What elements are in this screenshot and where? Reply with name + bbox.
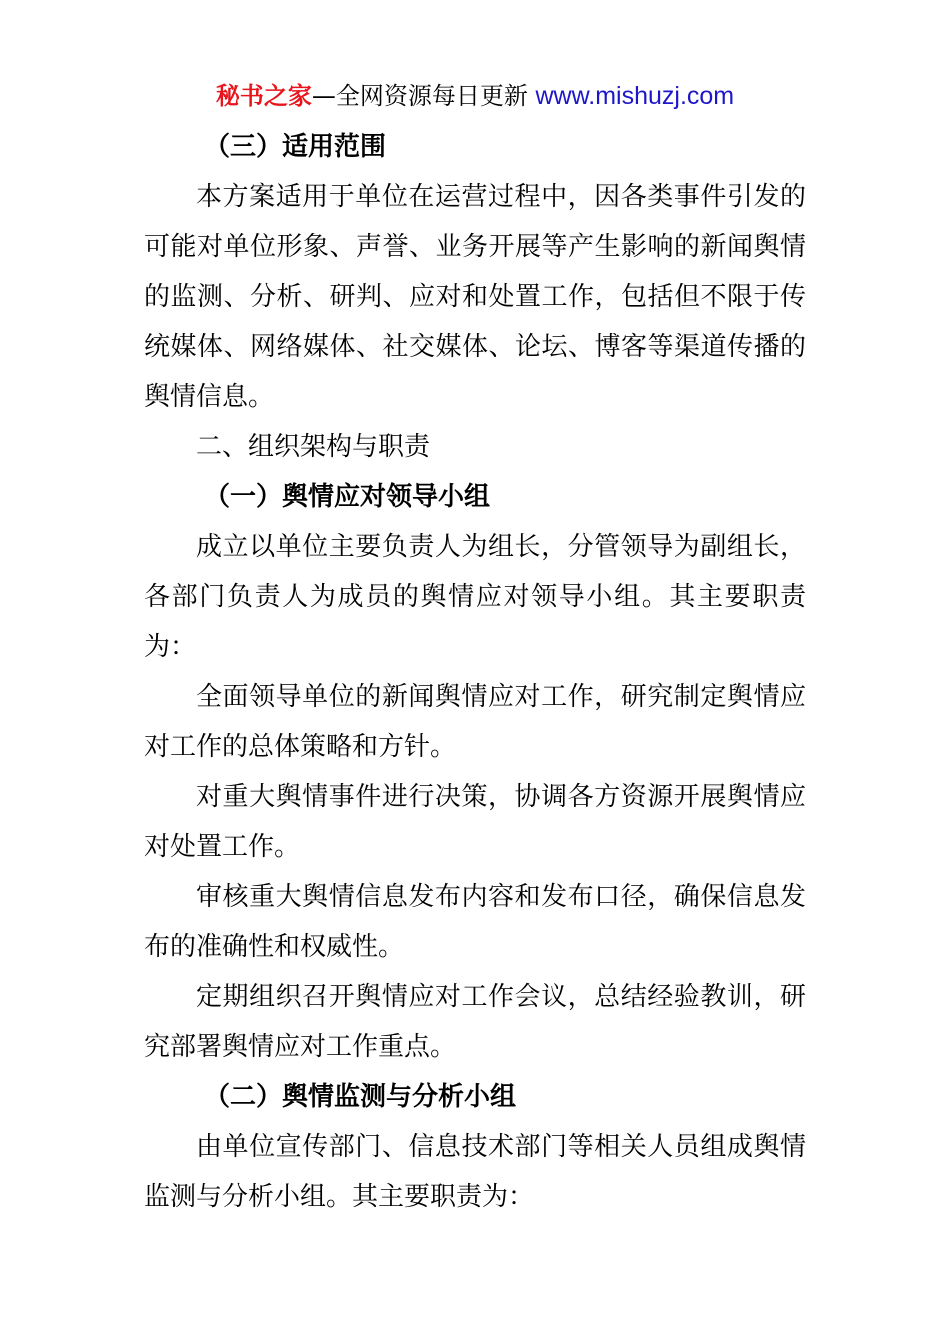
site-header [0, 80, 950, 112]
paragraph-scope: 本方案适用于单位在运营过程中，因各类事件引发的可能对单位形象、声誉、业务开展等产生影响的新闻舆情的监测、分析、研判、应对和处置工作，包括但不限于传统媒体、网络媒体、社交媒体、论坛、博客等渠道传播的舆情信息。 [144, 182, 806, 412]
subsection-heading-scope: （三）适用范围 [204, 132, 387, 162]
subsection-heading-monitoring-group: （二）舆情监测与分析小组 [204, 1082, 517, 1112]
paragraph-duty-3: 审核重大舆情信息发布内容和发布口径，确保信息发布的准确性和权威性。 [144, 882, 806, 962]
paragraph-duty-4: 定期组织召开舆情应对工作会议，总结经验教训，研究部署舆情应对工作重点。 [144, 982, 806, 1062]
paragraph-duty-2: 对重大舆情事件进行决策，协调各方资源开展舆情应对处置工作。 [144, 782, 806, 862]
document-body [144, 122, 806, 1222]
header-tagline: —全网资源每日更新 [311, 82, 528, 110]
site-url-link[interactable]: www.mishuzj.com [535, 82, 735, 110]
paragraph-duty-1: 全面领导单位的新闻舆情应对工作，研究制定舆情应对工作的总体策略和方针。 [144, 682, 806, 762]
paragraph-monitoring-intro: 由单位宣传部门、信息技术部门等相关人员组成舆情监测与分析小组。其主要职责为： [144, 1132, 806, 1212]
brand-name: 秘书之家 [215, 82, 312, 110]
section-heading-organization: 二、组织架构与职责 [196, 432, 431, 462]
paragraph-leadership-intro: 成立以单位主要负责人为组长，分管领导为副组长，各部门负责人为成员的舆情应对领导小组。其主要职责为： [144, 532, 806, 662]
subsection-heading-leadership-group: （一）舆情应对领导小组 [204, 482, 491, 512]
